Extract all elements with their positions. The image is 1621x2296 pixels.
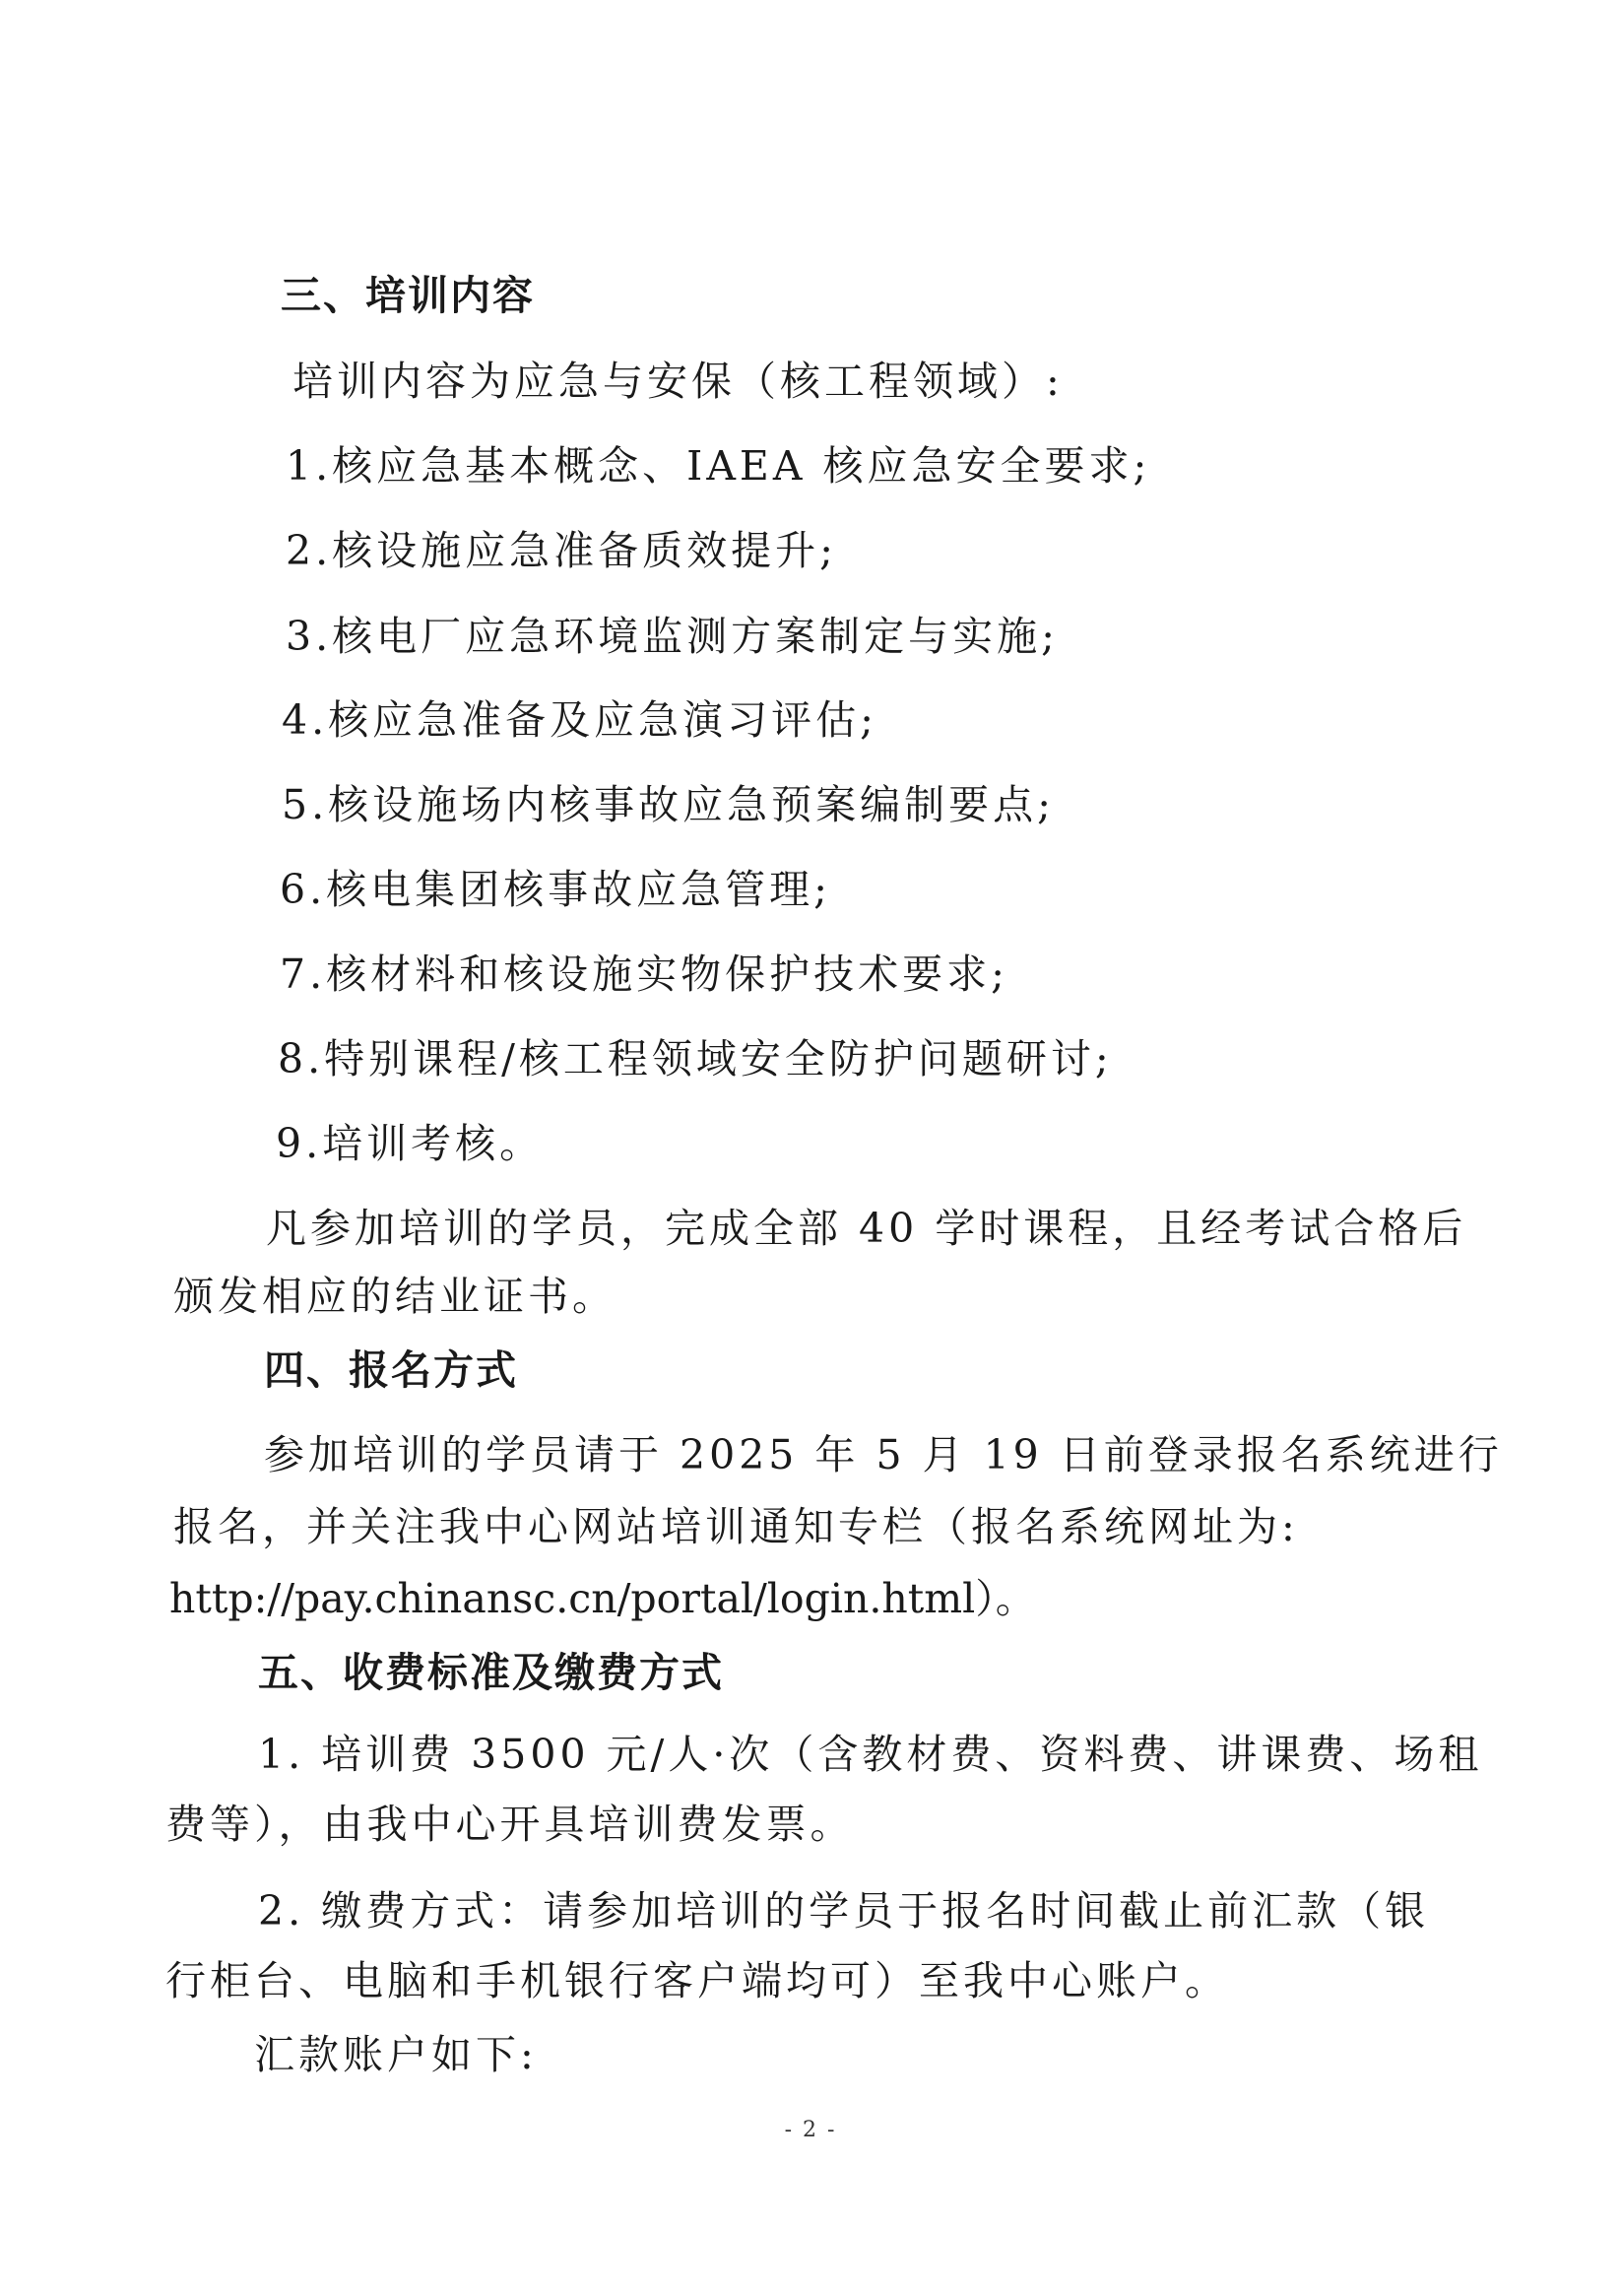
list-item-9: 9.培训考核。 (276, 1120, 545, 1167)
list-item-3: 3.核电厂应急环境监测方案制定与实施; (286, 613, 1059, 660)
registration-line-1: 参加培训的学员请于 2025 年 5 月 19 日前登录报名系统进行 (264, 1431, 1503, 1478)
certificate-line-2: 颁发相应的结业证书。 (173, 1273, 616, 1320)
list-item-8: 8.特别课程/核工程领域安全防护问题研讨; (278, 1035, 1113, 1082)
page-number: - 2 - (784, 2118, 837, 2142)
list-item-6: 6.核电集团核事故应急管理; (280, 866, 831, 913)
list-item-7: 7.核材料和核设施实物保护技术要求; (280, 951, 1008, 998)
section-5-heading: 五、收费标准及缴费方式 (258, 1649, 724, 1696)
section-4-heading: 四、报名方式 (264, 1346, 518, 1394)
list-item-1: 1.核应急基本概念、IAEA 核应急安全要求; (286, 442, 1151, 490)
fee-line-1: 1. 培训费 3500 元/人·次（含教材费、资料费、讲课费、场租 (258, 1731, 1483, 1778)
list-item-5: 5.核设施场内核事故应急预案编制要点; (282, 781, 1055, 828)
section-3-intro: 培训内容为应急与安保（核工程领域）: (292, 358, 1064, 405)
list-item-4: 4.核应急准备及应急演习评估; (282, 696, 877, 744)
payment-line-1: 2. 缴费方式：请参加培训的学员于报名时间截止前汇款（银 (258, 1887, 1430, 1935)
certificate-line-1: 凡参加培训的学员，完成全部 40 学时课程，且经考试合格后 (266, 1205, 1467, 1252)
account-intro: 汇款账户如下: (254, 2031, 538, 2078)
payment-line-2: 行柜台、电脑和手机银行客户端均可）至我中心账户。 (165, 1957, 1229, 2004)
section-3-heading: 三、培训内容 (281, 272, 535, 319)
fee-line-2: 费等），由我中心开具培训费发票。 (165, 1801, 855, 1848)
registration-line-2: 报名，并关注我中心网站培训通知专栏（报名系统网址为: (173, 1503, 1299, 1550)
list-item-2: 2.核设施应急准备质效提升; (286, 527, 837, 574)
registration-url-line: http://pay.chinansc.cn/portal/login.html）。 (169, 1575, 1036, 1622)
